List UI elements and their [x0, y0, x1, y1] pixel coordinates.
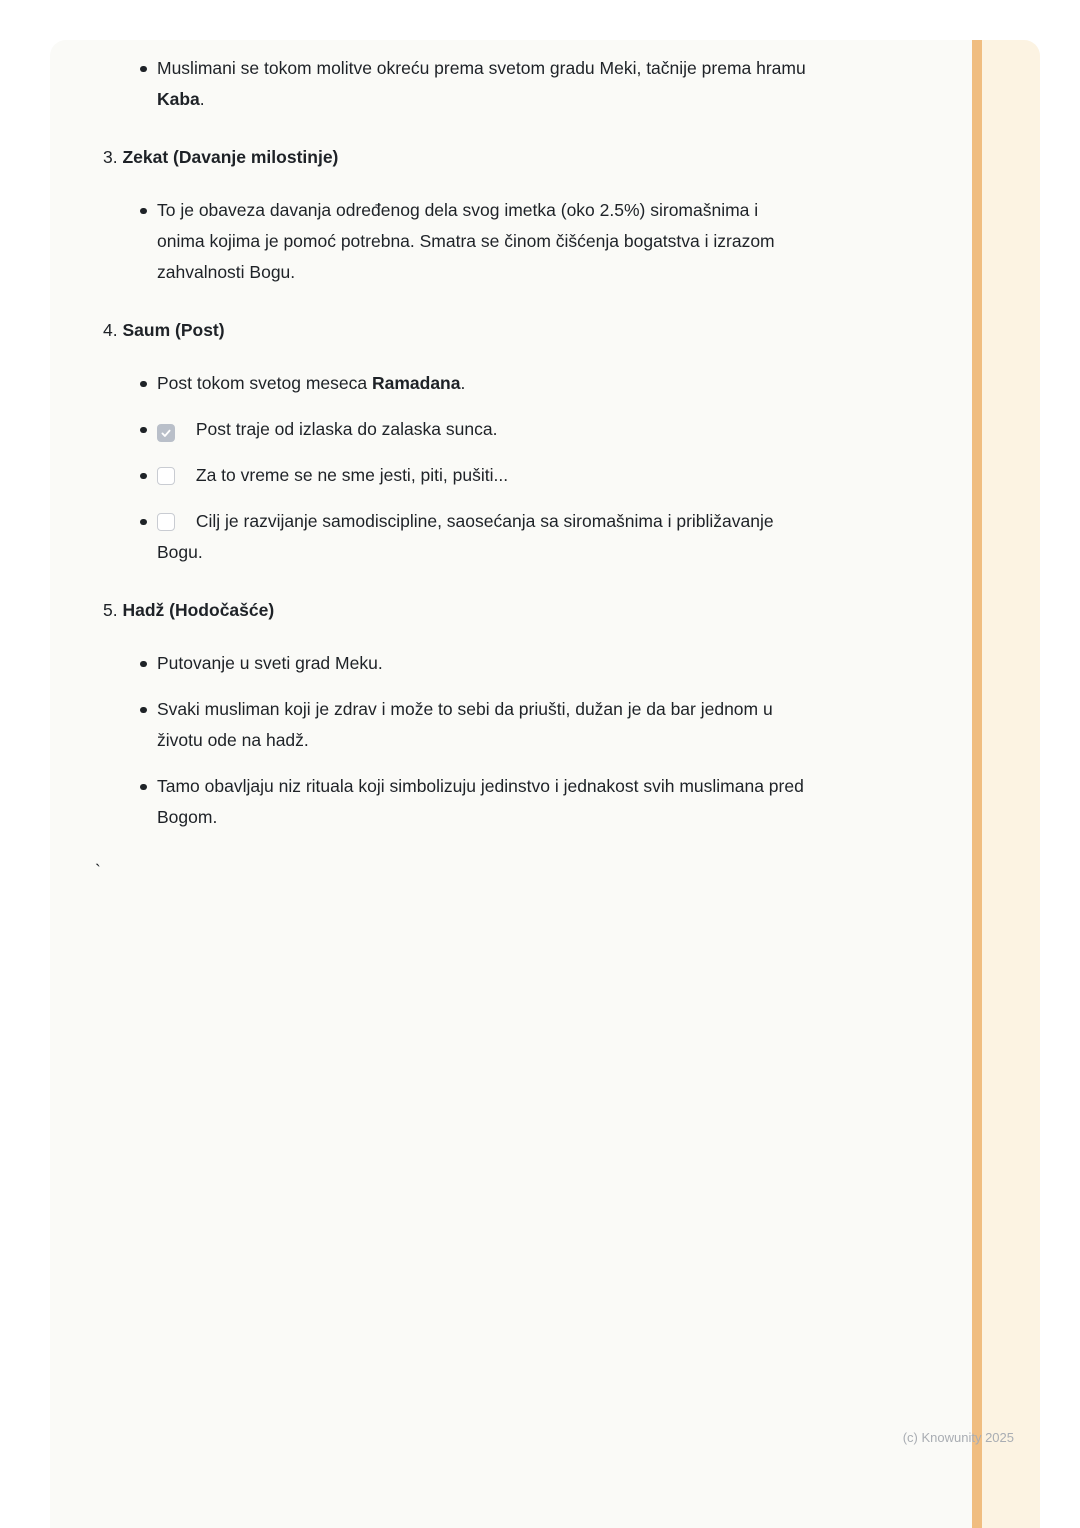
- section-heading: [103, 595, 809, 626]
- accent-stripe: [972, 40, 982, 1528]
- list-item: [157, 195, 809, 288]
- copyright-footer: (c) Knowunity 2025: [902, 1430, 1014, 1445]
- item-text: Post traje od izlaska do zalaska sunca.: [195, 419, 498, 439]
- bullet-icon: [140, 784, 147, 791]
- checkbox-unchecked-icon[interactable]: [157, 513, 175, 531]
- todo-list-item: [157, 414, 809, 445]
- item-text: Putovanje u sveti grad Meku.: [157, 653, 383, 673]
- item-text: Muslimani se tokom molitve okreću prema svetom gradu Meki, tačnije prema hramu: [157, 58, 806, 78]
- section-title: Zekat (Davanje milostinje): [122, 147, 339, 167]
- section-heading: [103, 315, 809, 346]
- item-text: Cilj je razvijanje samodiscipline, saosećanja sa siromašnima i približavanje Bogu.: [157, 511, 774, 562]
- bullet-icon: [140, 381, 147, 388]
- list-item: [157, 694, 809, 756]
- bullet-icon: [140, 661, 147, 668]
- item-text-bold: Kaba: [157, 89, 200, 109]
- bullet-list: [103, 368, 809, 568]
- bullet-list: [103, 195, 809, 288]
- section-number: 3.: [103, 147, 118, 167]
- item-text: Svaki musliman koji je zdrav i može to sebi da priušti, dužan je da bar jednom u životu ode na hadž.: [157, 699, 773, 750]
- list-item: [157, 53, 809, 115]
- bullet-icon: [140, 208, 147, 215]
- bullet-icon: [140, 707, 147, 714]
- list-item: [157, 648, 809, 679]
- section-title: Hadž (Hodočašće): [122, 600, 275, 620]
- side-panel: [982, 40, 1040, 1528]
- item-text: .: [199, 89, 205, 109]
- bullet-icon: [140, 519, 147, 526]
- section-number: 5.: [103, 600, 118, 620]
- bullet-list: [103, 648, 809, 833]
- document-content: [95, 53, 809, 887]
- section-heading: [103, 142, 809, 173]
- bullet-icon: [140, 427, 147, 434]
- document-page: [50, 40, 1040, 1528]
- item-text-bold: Ramadana: [371, 373, 461, 393]
- section-title: Saum (Post): [122, 320, 225, 340]
- item-text: .: [460, 373, 466, 393]
- item-text: Tamo obavljaju niz rituala koji simbolizuju jedinstvo i jednakost svih muslimana pred Bogom.: [157, 776, 804, 827]
- checkbox-unchecked-icon[interactable]: [157, 467, 175, 485]
- stray-backtick: `: [95, 861, 101, 881]
- bullet-icon: [140, 473, 147, 480]
- todo-list-item: [157, 506, 809, 568]
- item-text: To je obaveza davanja određenog dela svog imetka (oko 2.5%) siromašnima i onima kojima je pomoć potrebna. Smatra se činom čišćenja bogatstva i izrazom zahvalnosti Bogu.: [157, 200, 775, 282]
- todo-list-item: [157, 460, 809, 491]
- list-item: [157, 368, 809, 399]
- item-text: Post tokom svetog meseca: [157, 373, 372, 393]
- list-item: [157, 771, 809, 833]
- section-number: 4.: [103, 320, 118, 340]
- item-text: Za to vreme se ne sme jesti, piti, pušiti...: [195, 465, 509, 485]
- bullet-list: [103, 53, 809, 115]
- bullet-icon: [140, 66, 147, 73]
- checkbox-checked-icon[interactable]: [157, 424, 175, 442]
